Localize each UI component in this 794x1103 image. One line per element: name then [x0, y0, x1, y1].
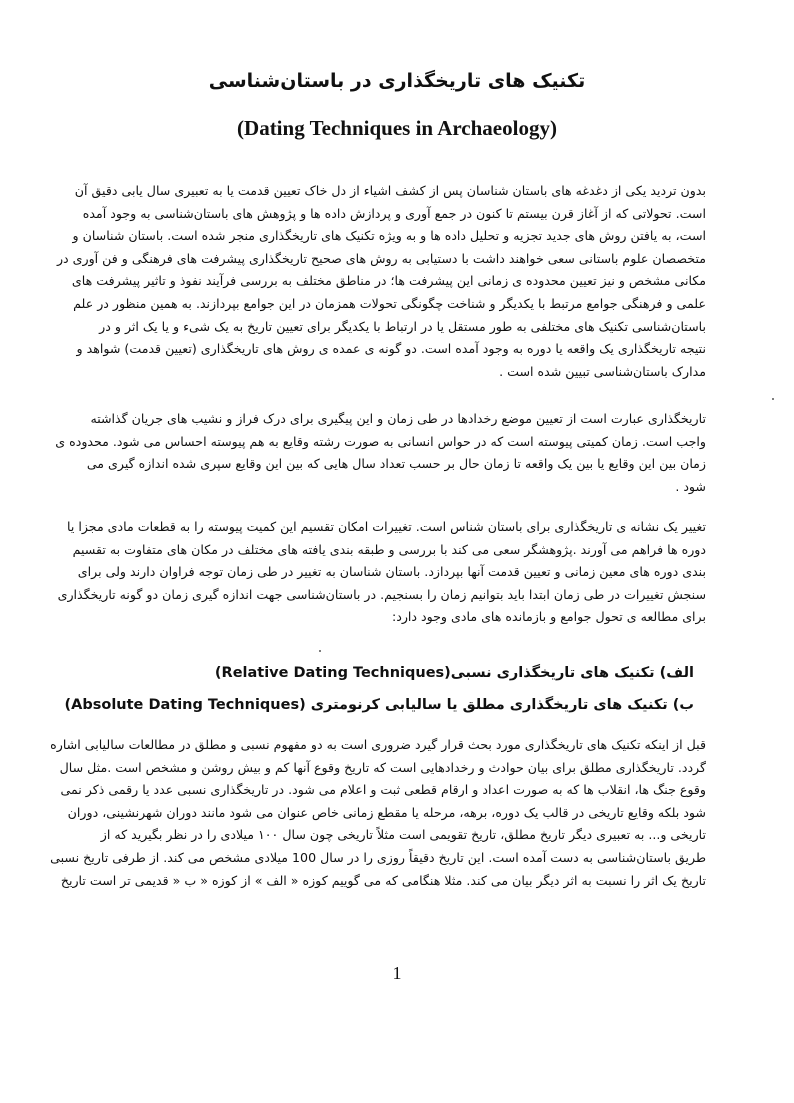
text-line: تغییر یک نشانه ی تاریخگذاری برای باستان شناس است. تغییرات امکان تقسیم این کمیت پیوسته را به قطعات مادی مجزا یا [67, 519, 706, 534]
text-line: باستان‌شناسی تکنیک های مختلفی به طور مستقل یا در ارتباط با یکدیگر برای تعیین تاریخ به یک شیء و یا یک اثر و در [99, 318, 706, 334]
text-line: دوره ها فراهم می آورند .پژوهشگر سعی می کند با بررسی و طبقه بندی یافته های مختلف در مکان های متفاوت به تقسیم [72, 541, 706, 557]
text-line: تاریخگذاری عبارت است از تعیین موضع رخدادها در طی زمان و این پیگیری برای درک فراز و نشیب های جریان گذاشته [90, 411, 706, 426]
page-title-english: (Dating Techniques in Archaeology) [237, 116, 557, 140]
page-number: 1 [392, 963, 402, 983]
text-line: متخصصان علوم باستانی سعی خواهند داشت با دستیابی به روش های صحیح تاریخگذاری پیشرفت های فرهنگی و فن آوری در [56, 250, 706, 266]
text-line: علمی و فرهنگی جوامع مرتبط با یکدیگر و شناخت چگونگی تحولات همزمان در این جوامع بپردازند. به همین منظور در علم [73, 295, 706, 311]
text-line: بدون تردید یکی از دغدغه های باستان شناسان پس از کشف اشیاء از دل خاک تعیین قدمت یا به تعبیری سال یابی دقیق آن [74, 183, 706, 198]
text-line: واجب است. زمان کمیتی پیوسته است که در حواس انسانی به صورت رشته وقایع به هم پیوسته احساس می شود. محدوده ی [55, 433, 706, 449]
heading-relative-dating: الف) تکنیک های تاریخگذاری نسبی(Relative Dating Techniques) [214, 665, 694, 681]
text-line: برای مطالعه ی تحول جوامع و بازمانده های مادی وجود دارد: [391, 609, 706, 625]
text-line: طریق باستان‌شناسی به دست آمده است. این تاریخ دقیقاً روزی را در سال 100 میلادی مشخص می کند. از طرفی تاریخ نسبی [50, 849, 706, 865]
text-line: گردد. تاریخگذاری مطلق برای بیان حوادث و رخدادهایی است که تاریخ وقوع آنها کم و بیش روشن و مشخص است .مثل سال [59, 759, 706, 775]
text-line: تاریخی و... به تعبیری دیگر تاریخ مطلق، تاریخ تقویمی است مثلاً تاریخی چون سال ۱۰۰ میلادی را در نظر بگیرید که از [100, 827, 706, 843]
page-title-persian: تکنیک های تاریخگذاری در باستان‌شناسی [208, 70, 586, 92]
text-line: است، به یافتن روش های جدید تجزیه و تحلیل داده ها و به ویژه تکنیک های تاریخگذاری منجر شده است. باستان شناسان و [72, 228, 706, 244]
text-line: مکانی مشخص و نیز تعیین محدوده ی زمانی این پیشرفت ها؛ در مناطق مختلف به بررسی فرآیند نفوذ و تاثیر پیشرفت های [71, 273, 706, 289]
paragraph-definition [55, 408, 706, 498]
text-line: نتیجه تاریخگذاری یک واقعه یا دوره به وجود آمده است. دو گونه ی عمده ی روش های تاریخگذاری (تعیین قدمت) شواهد و [76, 341, 706, 357]
text-line: شود بلکه وقایع تاریخی در قالب یک دوره، برهه، مرحله یا مقطع زمانی خاص عنوان می شود مانند دوران شهرنشینی، دوران [67, 804, 706, 820]
text-line: مدارک باستان‌شناسی تبیین شده است . [499, 363, 706, 379]
heading-absolute-dating: ب) تکنیک های تاریخگذاری مطلق یا سالیابی کرنومتری (Absolute Dating Techniques) [64, 697, 694, 713]
text-line: است. تحولاتی که از آغاز قرن بیستم تا کنون در جمع آوری و پردازش داده ها و پژوهش های باستان‌شناسی به وجود آمده [82, 205, 706, 221]
paragraph-relative-absolute [50, 734, 706, 892]
scan-speck [319, 650, 321, 652]
paragraph-change [57, 516, 706, 629]
text-line: بندی دوره های معین زمانی و تعیین قدمت آنها بپردازد. باستان شناسان به تغییر در طی زمان توجه فراوان دارند ولی برای [77, 564, 706, 580]
text-line: زمان بین این وقایع یا بین یک واقعه تا زمان حال بر حسب تعداد سال هایی که بین این وقایع سپری شده اندازه گیری می [86, 456, 706, 472]
scan-speck [772, 398, 774, 400]
text-line: قبل از اینکه تکنیک های تاریخگذاری مورد بحث قرار گیرد ضروری است به دو مفهوم نسبی و مطلق در مطالعات سالیابی اشاره [50, 737, 706, 752]
paragraph-introduction [56, 180, 706, 383]
text-line: سنجش تغییرات در طی زمان ابتدا باید بتوانیم زمان را بسنجیم. در باستان‌شناسی جهت اندازه گیری زمان دو گونه تاریخگذاری [57, 586, 706, 602]
text-line: تاریخ یک اثر را نسبت به اثر دیگر بیان می کند. مثلا هنگامی که می گوییم کوزه « الف » از کوزه « ب « قدیمی تر است تاریخ [60, 872, 706, 888]
text-line: وقوع جنگ ها، انقلاب ها که به صورت اعداد و ارقام قطعی ثبت و اعلام می شود. در تاریخگذاری نسبی عدد یا رقمی ذکر نمی [60, 782, 706, 798]
text-line: شود . [675, 478, 706, 494]
